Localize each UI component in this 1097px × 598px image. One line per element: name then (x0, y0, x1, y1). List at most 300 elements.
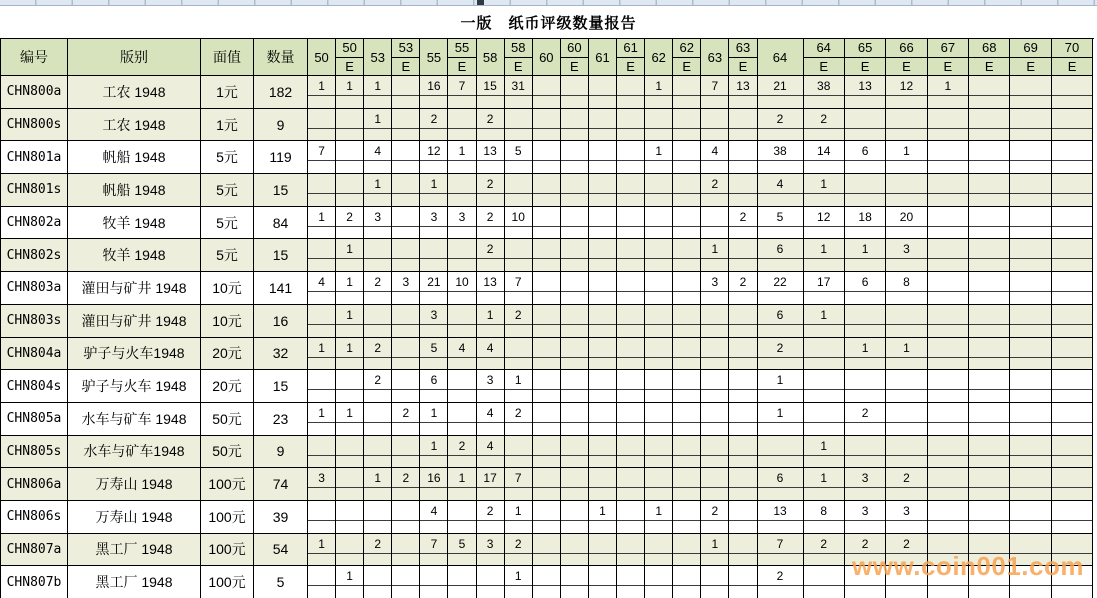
cell-CHN802a-64[interactable] (758, 207, 804, 240)
cell-CHN802s-55[interactable] (420, 239, 448, 272)
cell-CHN802a-61[interactable] (589, 207, 617, 240)
cell-CHN801a-60[interactable] (533, 141, 561, 174)
cell-CHN800s-face[interactable]: 1元 (201, 109, 254, 142)
cell-CHN807b-61E[interactable] (617, 566, 645, 598)
cell-CHN801a-68E[interactable] (969, 141, 1010, 174)
cell-CHN801s-62[interactable] (645, 174, 673, 207)
cell-CHN802s-50[interactable] (308, 239, 336, 272)
cell-CHN804s-qty[interactable]: 15 (254, 370, 308, 403)
cell-CHN803a-60E[interactable] (561, 272, 589, 305)
cell-CHN805s-50[interactable] (308, 436, 336, 469)
cell-CHN804a-67E[interactable] (928, 338, 969, 371)
cell-CHN803s-61[interactable] (589, 305, 617, 338)
cell-CHN800a-qty[interactable]: 182 (254, 76, 308, 109)
cell-CHN804s-53[interactable] (364, 370, 392, 403)
cell-CHN804s-70E[interactable] (1052, 370, 1093, 403)
cell-CHN806s-60E[interactable] (561, 501, 589, 534)
cell-CHN802s-67E[interactable] (928, 239, 969, 272)
cell-CHN802a-53E[interactable] (392, 207, 420, 240)
cell-CHN806s-58E[interactable] (505, 501, 533, 534)
cell-CHN806a-58[interactable] (477, 468, 505, 501)
cell-CHN806s-67E[interactable] (928, 501, 969, 534)
cell-CHN804a-50[interactable] (308, 338, 336, 371)
cell-CHN800a-58[interactable] (477, 76, 505, 109)
cell-CHN805s-63E[interactable] (729, 436, 757, 469)
cell-CHN800s-61E[interactable] (617, 109, 645, 142)
cell-CHN804s-58E[interactable] (505, 370, 533, 403)
cell-CHN800a-55E[interactable] (448, 76, 476, 109)
cell-CHN803a-62E[interactable] (673, 272, 701, 305)
cell-CHN806a-qty[interactable]: 74 (254, 468, 308, 501)
header-55[interactable]: 55 (420, 39, 448, 76)
header-qty[interactable]: 数量 (254, 39, 308, 76)
cell-CHN805a-50E[interactable] (336, 403, 364, 436)
cell-CHN802a-64E[interactable] (804, 207, 845, 240)
cell-CHN807b-63[interactable] (701, 566, 729, 598)
cell-CHN807b-55[interactable] (420, 566, 448, 598)
cell-CHN804s-67E[interactable] (928, 370, 969, 403)
cell-CHN804s-61E[interactable] (617, 370, 645, 403)
cell-CHN800s-55E[interactable] (448, 109, 476, 142)
cell-CHN804a-55E[interactable] (448, 338, 476, 371)
cell-CHN801s-face[interactable]: 5元 (201, 174, 254, 207)
cell-CHN807a-face[interactable]: 100元 (201, 534, 254, 567)
cell-CHN806a-65E[interactable] (845, 468, 886, 501)
cell-CHN800a-63E[interactable] (729, 76, 757, 109)
cell-CHN804s-69E[interactable] (1010, 370, 1051, 403)
cell-CHN800s-qty[interactable]: 9 (254, 109, 308, 142)
cell-CHN803s-qty[interactable]: 16 (254, 305, 308, 338)
cell-CHN804s-50[interactable] (308, 370, 336, 403)
cell-CHN801s-id[interactable]: CHN801s (1, 174, 68, 207)
cell-CHN800s-type[interactable]: 工农 1948 (68, 109, 201, 142)
cell-CHN804a-64[interactable] (758, 338, 804, 371)
header-58[interactable]: 58 (477, 39, 505, 76)
cell-CHN801s-type[interactable]: 帆船 1948 (68, 174, 201, 207)
cell-CHN804a-53E[interactable] (392, 338, 420, 371)
cell-CHN805a-qty[interactable]: 23 (254, 403, 308, 436)
cell-CHN807b-id[interactable]: CHN807b (1, 566, 68, 598)
cell-CHN804a-60[interactable] (533, 338, 561, 371)
cell-CHN801a-qty[interactable]: 119 (254, 141, 308, 174)
cell-CHN802a-qty[interactable]: 84 (254, 207, 308, 240)
cell-CHN801a-63[interactable] (701, 141, 729, 174)
cell-CHN802a-53[interactable] (364, 207, 392, 240)
cell-CHN806a-id[interactable]: CHN806a (1, 468, 68, 501)
cell-CHN800a-64[interactable] (758, 76, 804, 109)
cell-CHN803s-63[interactable] (701, 305, 729, 338)
cell-CHN807a-id[interactable]: CHN807a (1, 534, 68, 567)
cell-CHN806s-62[interactable] (645, 501, 673, 534)
cell-CHN802s-65E[interactable] (845, 239, 886, 272)
cell-CHN805a-60E[interactable] (561, 403, 589, 436)
cell-CHN802s-62[interactable] (645, 239, 673, 272)
cell-CHN806s-66E[interactable] (886, 501, 927, 534)
cell-CHN805s-58[interactable] (477, 436, 505, 469)
cell-CHN801s-63[interactable] (701, 174, 729, 207)
cell-CHN803s-60E[interactable] (561, 305, 589, 338)
header-id[interactable]: 编号 (1, 39, 68, 76)
header-58E[interactable]: 58 E (505, 39, 533, 76)
cell-CHN802a-67E[interactable] (928, 207, 969, 240)
cell-CHN804a-face[interactable]: 20元 (201, 338, 254, 371)
cell-CHN800s-64[interactable] (758, 109, 804, 142)
cell-CHN806s-63[interactable] (701, 501, 729, 534)
cell-CHN803a-64E[interactable] (804, 272, 845, 305)
cell-CHN802s-60E[interactable] (561, 239, 589, 272)
cell-CHN805a-53E[interactable] (392, 403, 420, 436)
cell-CHN805a-55E[interactable] (448, 403, 476, 436)
cell-CHN800s-53[interactable] (364, 109, 392, 142)
cell-CHN802a-face[interactable]: 5元 (201, 207, 254, 240)
cell-CHN800a-69E[interactable] (1010, 76, 1051, 109)
cell-CHN807a-58E[interactable] (505, 534, 533, 567)
cell-CHN803s-62[interactable] (645, 305, 673, 338)
cell-CHN802a-62E[interactable] (673, 207, 701, 240)
cell-CHN805s-53E[interactable] (392, 436, 420, 469)
cell-CHN806s-58[interactable] (477, 501, 505, 534)
cell-CHN801s-60[interactable] (533, 174, 561, 207)
cell-CHN802a-61E[interactable] (617, 207, 645, 240)
cell-CHN800s-68E[interactable] (969, 109, 1010, 142)
cell-CHN800a-50E[interactable] (336, 76, 364, 109)
cell-CHN802a-60[interactable] (533, 207, 561, 240)
header-64[interactable]: 64 (758, 39, 804, 76)
cell-CHN801s-62E[interactable] (673, 174, 701, 207)
header-60E[interactable]: 60 E (561, 39, 589, 76)
cell-CHN804a-61E[interactable] (617, 338, 645, 371)
header-53[interactable]: 53 (364, 39, 392, 76)
cell-CHN805s-64E[interactable] (804, 436, 845, 469)
cell-CHN800a-67E[interactable] (928, 76, 969, 109)
cell-CHN800s-62E[interactable] (673, 109, 701, 142)
cell-CHN806s-64[interactable] (758, 501, 804, 534)
cell-CHN807a-58[interactable] (477, 534, 505, 567)
cell-CHN804s-63[interactable] (701, 370, 729, 403)
cell-CHN801s-58[interactable] (477, 174, 505, 207)
cell-CHN807a-qty[interactable]: 54 (254, 534, 308, 567)
header-69E[interactable]: 69 E (1010, 39, 1051, 76)
cell-CHN804s-62E[interactable] (673, 370, 701, 403)
cell-CHN805s-qty[interactable]: 9 (254, 436, 308, 469)
cell-CHN805a-type[interactable]: 水车与矿车 1948 (68, 403, 201, 436)
cell-CHN804s-63E[interactable] (729, 370, 757, 403)
cell-CHN806s-50E[interactable] (336, 501, 364, 534)
cell-CHN803s-50[interactable] (308, 305, 336, 338)
cell-CHN804s-type[interactable]: 驴子与火车 1948 (68, 370, 201, 403)
cell-CHN806s-type[interactable]: 万寿山 1948 (68, 501, 201, 534)
cell-CHN801s-63E[interactable] (729, 174, 757, 207)
cell-CHN800a-face[interactable]: 1元 (201, 76, 254, 109)
cell-CHN800a-60E[interactable] (561, 76, 589, 109)
cell-CHN806s-61E[interactable] (617, 501, 645, 534)
cell-CHN803a-62[interactable] (645, 272, 673, 305)
cell-CHN804s-65E[interactable] (845, 370, 886, 403)
cell-CHN804s-face[interactable]: 20元 (201, 370, 254, 403)
cell-CHN806a-62E[interactable] (673, 468, 701, 501)
cell-CHN801a-id[interactable]: CHN801a (1, 141, 68, 174)
cell-CHN804s-68E[interactable] (969, 370, 1010, 403)
cell-CHN800s-60E[interactable] (561, 109, 589, 142)
cell-CHN803a-55E[interactable] (448, 272, 476, 305)
cell-CHN804s-61[interactable] (589, 370, 617, 403)
cell-CHN805s-69E[interactable] (1010, 436, 1051, 469)
cell-CHN806a-64[interactable] (758, 468, 804, 501)
cell-CHN807a-60E[interactable] (561, 534, 589, 567)
cell-CHN805s-61E[interactable] (617, 436, 645, 469)
cell-CHN802s-61[interactable] (589, 239, 617, 272)
cell-CHN802s-58[interactable] (477, 239, 505, 272)
cell-CHN806s-70E[interactable] (1052, 501, 1093, 534)
cell-CHN801s-61E[interactable] (617, 174, 645, 207)
cell-CHN804a-58[interactable] (477, 338, 505, 371)
cell-CHN801a-63E[interactable] (729, 141, 757, 174)
cell-CHN803a-67E[interactable] (928, 272, 969, 305)
cell-CHN805s-64[interactable] (758, 436, 804, 469)
cell-CHN803a-qty[interactable]: 141 (254, 272, 308, 305)
cell-CHN802a-55[interactable] (420, 207, 448, 240)
cell-CHN803s-61E[interactable] (617, 305, 645, 338)
cell-CHN805s-63[interactable] (701, 436, 729, 469)
cell-CHN801s-60E[interactable] (561, 174, 589, 207)
cell-CHN801s-55E[interactable] (448, 174, 476, 207)
header-64E[interactable]: 64 E (804, 39, 845, 76)
cell-CHN802a-id[interactable]: CHN802a (1, 207, 68, 240)
cell-CHN807b-58[interactable] (477, 566, 505, 598)
cell-CHN804a-type[interactable]: 驴子与火车1948 (68, 338, 201, 371)
cell-CHN807b-58E[interactable] (505, 566, 533, 598)
cell-CHN807a-50E[interactable] (336, 534, 364, 567)
cell-CHN805a-65E[interactable] (845, 403, 886, 436)
cell-CHN802s-70E[interactable] (1052, 239, 1093, 272)
cell-CHN801s-64[interactable] (758, 174, 804, 207)
cell-CHN806a-55[interactable] (420, 468, 448, 501)
cell-CHN802s-63[interactable] (701, 239, 729, 272)
cell-CHN807b-62[interactable] (645, 566, 673, 598)
cell-CHN803a-face[interactable]: 10元 (201, 272, 254, 305)
cell-CHN801a-62[interactable] (645, 141, 673, 174)
cell-CHN802a-58E[interactable] (505, 207, 533, 240)
cell-CHN800s-70E[interactable] (1052, 109, 1093, 142)
cell-CHN807a-63[interactable] (701, 534, 729, 567)
cell-CHN804s-id[interactable]: CHN804s (1, 370, 68, 403)
cell-CHN807b-55E[interactable] (448, 566, 476, 598)
cell-CHN803a-70E[interactable] (1052, 272, 1093, 305)
cell-CHN806s-68E[interactable] (969, 501, 1010, 534)
cell-CHN803s-53E[interactable] (392, 305, 420, 338)
cell-CHN805a-66E[interactable] (886, 403, 927, 436)
cell-CHN800a-68E[interactable] (969, 76, 1010, 109)
cell-CHN801a-58E[interactable] (505, 141, 533, 174)
cell-CHN800a-65E[interactable] (845, 76, 886, 109)
cell-CHN803s-64E[interactable] (804, 305, 845, 338)
cell-CHN806a-63E[interactable] (729, 468, 757, 501)
cell-CHN805a-64E[interactable] (804, 403, 845, 436)
cell-CHN806a-50E[interactable] (336, 468, 364, 501)
cell-CHN807a-55[interactable] (420, 534, 448, 567)
header-68E[interactable]: 68 E (969, 39, 1010, 76)
cell-CHN800a-53[interactable] (364, 76, 392, 109)
cell-CHN805a-55[interactable] (420, 403, 448, 436)
cell-CHN800s-id[interactable]: CHN800s (1, 109, 68, 142)
cell-CHN805s-65E[interactable] (845, 436, 886, 469)
cell-CHN807b-53[interactable] (364, 566, 392, 598)
cell-CHN804s-64[interactable] (758, 370, 804, 403)
cell-CHN805a-61E[interactable] (617, 403, 645, 436)
cell-CHN800a-61[interactable] (589, 76, 617, 109)
cell-CHN802a-69E[interactable] (1010, 207, 1051, 240)
cell-CHN800s-69E[interactable] (1010, 109, 1051, 142)
cell-CHN802s-58E[interactable] (505, 239, 533, 272)
cell-CHN800s-50[interactable] (308, 109, 336, 142)
cell-CHN800s-63[interactable] (701, 109, 729, 142)
cell-CHN800a-62[interactable] (645, 76, 673, 109)
cell-CHN805s-id[interactable]: CHN805s (1, 436, 68, 469)
cell-CHN804a-62[interactable] (645, 338, 673, 371)
cell-CHN803a-63[interactable] (701, 272, 729, 305)
cell-CHN800s-62[interactable] (645, 109, 673, 142)
cell-CHN806a-67E[interactable] (928, 468, 969, 501)
cell-CHN802s-60[interactable] (533, 239, 561, 272)
cell-CHN804s-58[interactable] (477, 370, 505, 403)
cell-CHN806a-63[interactable] (701, 468, 729, 501)
cell-CHN802s-50E[interactable] (336, 239, 364, 272)
cell-CHN800s-61[interactable] (589, 109, 617, 142)
cell-CHN805s-60E[interactable] (561, 436, 589, 469)
header-67E[interactable]: 67 E (928, 39, 969, 76)
cell-CHN803a-61E[interactable] (617, 272, 645, 305)
cell-CHN802s-id[interactable]: CHN802s (1, 239, 68, 272)
cell-CHN806a-60[interactable] (533, 468, 561, 501)
header-53E[interactable]: 53 E (392, 39, 420, 76)
cell-CHN804a-68E[interactable] (969, 338, 1010, 371)
cell-CHN806s-65E[interactable] (845, 501, 886, 534)
cell-CHN807a-60[interactable] (533, 534, 561, 567)
cell-CHN800a-70E[interactable] (1052, 76, 1093, 109)
cell-CHN805a-69E[interactable] (1010, 403, 1051, 436)
cell-CHN807a-62[interactable] (645, 534, 673, 567)
cell-CHN802a-50E[interactable] (336, 207, 364, 240)
cell-CHN801s-53E[interactable] (392, 174, 420, 207)
cell-CHN803s-58E[interactable] (505, 305, 533, 338)
cell-CHN802s-68E[interactable] (969, 239, 1010, 272)
cell-CHN801s-68E[interactable] (969, 174, 1010, 207)
cell-CHN805s-62E[interactable] (673, 436, 701, 469)
cell-CHN802s-61E[interactable] (617, 239, 645, 272)
cell-CHN805s-62[interactable] (645, 436, 673, 469)
cell-CHN805s-50E[interactable] (336, 436, 364, 469)
cell-CHN804a-id[interactable]: CHN804a (1, 338, 68, 371)
cell-CHN807a-55E[interactable] (448, 534, 476, 567)
cell-CHN802a-58[interactable] (477, 207, 505, 240)
cell-CHN805a-67E[interactable] (928, 403, 969, 436)
cell-CHN802s-type[interactable]: 牧羊 1948 (68, 239, 201, 272)
header-60[interactable]: 60 (533, 39, 561, 76)
header-65E[interactable]: 65 E (845, 39, 886, 76)
cell-CHN807a-64[interactable] (758, 534, 804, 567)
cell-CHN803a-60[interactable] (533, 272, 561, 305)
cell-CHN805a-58E[interactable] (505, 403, 533, 436)
cell-CHN800s-60[interactable] (533, 109, 561, 142)
cell-CHN801a-55E[interactable] (448, 141, 476, 174)
cell-CHN802s-53[interactable] (364, 239, 392, 272)
cell-CHN801a-60E[interactable] (561, 141, 589, 174)
cell-CHN801a-50E[interactable] (336, 141, 364, 174)
cell-CHN805s-68E[interactable] (969, 436, 1010, 469)
header-61E[interactable]: 61 E (617, 39, 645, 76)
cell-CHN801a-69E[interactable] (1010, 141, 1051, 174)
cell-CHN802s-62E[interactable] (673, 239, 701, 272)
cell-CHN801a-55[interactable] (420, 141, 448, 174)
cell-CHN806a-type[interactable]: 万寿山 1948 (68, 468, 201, 501)
cell-CHN800a-62E[interactable] (673, 76, 701, 109)
cell-CHN801s-69E[interactable] (1010, 174, 1051, 207)
cell-CHN801s-61[interactable] (589, 174, 617, 207)
cell-CHN800s-58[interactable] (477, 109, 505, 142)
cell-CHN801s-67E[interactable] (928, 174, 969, 207)
cell-CHN805s-66E[interactable] (886, 436, 927, 469)
cell-CHN806s-qty[interactable]: 39 (254, 501, 308, 534)
cell-CHN806s-53[interactable] (364, 501, 392, 534)
cell-CHN801s-66E[interactable] (886, 174, 927, 207)
cell-CHN800a-64E[interactable] (804, 76, 845, 109)
cell-CHN805s-type[interactable]: 水车与矿车1948 (68, 436, 201, 469)
cell-CHN802a-65E[interactable] (845, 207, 886, 240)
cell-CHN806a-60E[interactable] (561, 468, 589, 501)
cell-CHN806s-55E[interactable] (448, 501, 476, 534)
cell-CHN803s-68E[interactable] (969, 305, 1010, 338)
cell-CHN805a-62E[interactable] (673, 403, 701, 436)
cell-CHN805s-67E[interactable] (928, 436, 969, 469)
cell-CHN807a-50[interactable] (308, 534, 336, 567)
cell-CHN802s-66E[interactable] (886, 239, 927, 272)
cell-CHN804s-66E[interactable] (886, 370, 927, 403)
cell-CHN806s-69E[interactable] (1010, 501, 1051, 534)
cell-CHN803a-50[interactable] (308, 272, 336, 305)
cell-CHN801s-65E[interactable] (845, 174, 886, 207)
cell-CHN803s-65E[interactable] (845, 305, 886, 338)
cell-CHN807b-50E[interactable] (336, 566, 364, 598)
cell-CHN803a-53E[interactable] (392, 272, 420, 305)
cell-CHN807b-face[interactable]: 100元 (201, 566, 254, 598)
header-61[interactable]: 61 (589, 39, 617, 76)
cell-CHN805a-face[interactable]: 50元 (201, 403, 254, 436)
cell-CHN802a-66E[interactable] (886, 207, 927, 240)
cell-CHN801a-70E[interactable] (1052, 141, 1093, 174)
cell-CHN806a-face[interactable]: 100元 (201, 468, 254, 501)
cell-CHN803s-70E[interactable] (1052, 305, 1093, 338)
cell-CHN803s-id[interactable]: CHN803s (1, 305, 68, 338)
cell-CHN807b-60E[interactable] (561, 566, 589, 598)
cell-CHN806a-69E[interactable] (1010, 468, 1051, 501)
header-62E[interactable]: 62 E (673, 39, 701, 76)
cell-CHN805a-70E[interactable] (1052, 403, 1093, 436)
cell-CHN805s-58E[interactable] (505, 436, 533, 469)
cell-CHN801s-50E[interactable] (336, 174, 364, 207)
cell-CHN805s-53[interactable] (364, 436, 392, 469)
cell-CHN806s-50[interactable] (308, 501, 336, 534)
cell-CHN801a-50[interactable] (308, 141, 336, 174)
cell-CHN801a-type[interactable]: 帆船 1948 (68, 141, 201, 174)
cell-CHN801a-61E[interactable] (617, 141, 645, 174)
cell-CHN801s-50[interactable] (308, 174, 336, 207)
cell-CHN807a-53E[interactable] (392, 534, 420, 567)
cell-CHN800s-55[interactable] (420, 109, 448, 142)
cell-CHN800a-50[interactable] (308, 76, 336, 109)
cell-CHN801a-61[interactable] (589, 141, 617, 174)
cell-CHN805s-55E[interactable] (448, 436, 476, 469)
cell-CHN800s-63E[interactable] (729, 109, 757, 142)
